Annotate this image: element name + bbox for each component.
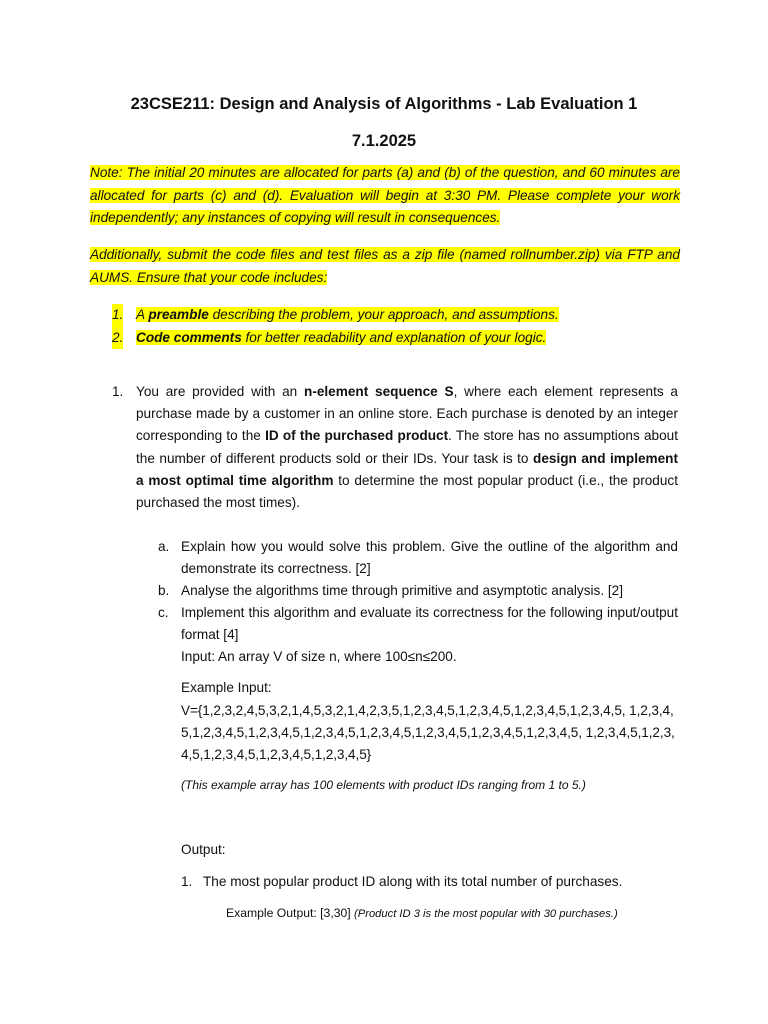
example-note: (This example array has 100 elements with product IDs ranging from 1 to 5.): [181, 778, 586, 792]
submission-text: Additionally, submit the code files and test files as a zip file (named rollnumber.zip) via FTP and AUMS. Ensure that your code includes:: [90, 247, 680, 285]
example-output-note: (Product ID 3 is the most popular with 30 purchases.): [354, 908, 618, 920]
part-text: Explain how you would solve this problem. Give the outline of the algorithm and demonstrate its correctness. [2]: [181, 539, 678, 576]
question-text: You are provided with an: [136, 384, 305, 399]
requirement-item-preamble: [112, 304, 682, 327]
question-body: [136, 381, 678, 514]
question-1: [112, 381, 678, 514]
output-item: [181, 871, 622, 893]
submission-paragraph: [90, 244, 680, 289]
question-text: . The store has no assumptions about the number of different products sold or their IDs. Your task is to: [136, 428, 678, 466]
part-c: [158, 602, 678, 668]
requirement-item-comments: [112, 327, 682, 350]
note-paragraph: [90, 162, 680, 230]
part-label: b.: [158, 583, 170, 598]
example-input-label: Example Input:: [181, 680, 272, 695]
requirement-text: for better readability and explanation of your logic.: [241, 329, 547, 345]
question-text: , where each element represents a purchase made by a customer in an online store. Each purchase is denoted by an integer corresponding to the: [136, 384, 678, 444]
list-number: 2.: [112, 327, 123, 350]
part-text: Implement this algorithm and evaluate its correctness for the following input/output format [4]: [181, 605, 678, 642]
part-b: [158, 580, 678, 602]
requirement-text: describing the problem, your approach, and assumptions.: [208, 307, 559, 322]
list-number: 1.: [181, 874, 193, 889]
output-item-text: The most popular product ID along with its total number of purchases.: [203, 874, 623, 889]
part-text: Analyse the algorithms time through primitive and asymptotic analysis. [2]: [181, 583, 623, 598]
question-bold: n-element sequence S: [304, 384, 454, 399]
note-text: Note: The initial 20 minutes are allocated for parts (a) and (b) of the question, and 60 minutes are allocated for parts (c) and (d). Evaluation will begin at 3:30 PM. Please complete your work independently; any instances of copying will result in consequences.: [90, 165, 680, 225]
question-parts: [158, 536, 678, 668]
requirements-list: [112, 304, 682, 349]
document-date: 7.1.2025: [351, 132, 417, 150]
part-input-spec: Input: An array V of size n, where 100≤n≤200.: [181, 649, 457, 664]
question-bold: ID of the purchased product: [265, 428, 449, 444]
requirement-text: A: [136, 307, 149, 322]
part-label: a.: [158, 539, 170, 554]
example-output-text: Example Output: [3,30]: [226, 906, 351, 920]
question-number: 1.: [112, 384, 124, 399]
requirement-bold: Code comments: [136, 329, 242, 345]
part-a: [158, 536, 678, 580]
requirement-bold: preamble: [148, 307, 209, 322]
question-text: to determine the most popular product (i.e., the product purchased the most times).: [136, 472, 678, 511]
output-label: Output:: [181, 842, 226, 857]
part-label: c.: [158, 605, 169, 620]
list-number: 1.: [112, 304, 123, 327]
document-title: 23CSE211: Design and Analysis of Algorithms - Lab Evaluation 1: [130, 95, 638, 113]
question-bold: design and implement a most optimal time algorithm: [136, 450, 679, 488]
example-array: V={1,2,3,2,4,5,3,2,1,4,5,3,2,1,4,2,3,5,1,2,3,4,5,1,2,3,4,5,1,2,3,4,5,1,2,3,4,5, 1,2,3,4,5,1,2,3,4,5,1,2,3,4,5,1,2,3,4,5,1,2,3,4,5,1,2,3,4,5,1,2,3,4,5,1,2,3,4,5, 1,2,3,4,5,1,2,3,4,5,1,2,3,4,5,1,2,3,4,5,1,2,3,4,5}: [181, 703, 675, 762]
example-output: [226, 904, 618, 923]
